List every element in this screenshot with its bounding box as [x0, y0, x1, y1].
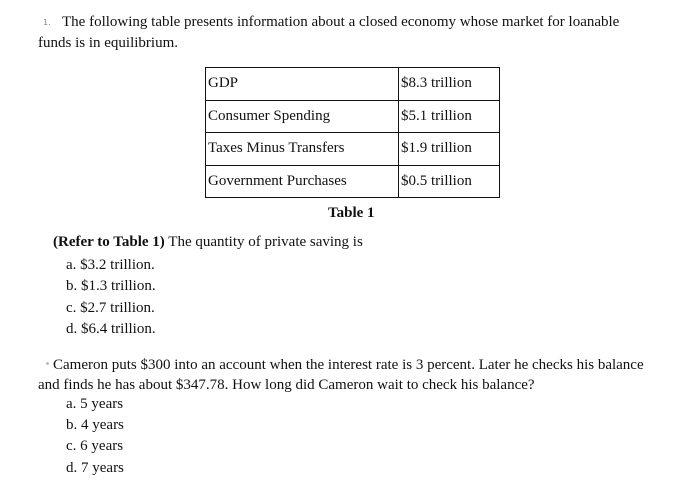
table-row — [206, 165, 500, 198]
q1-option-b: b. $1.3 trillion. — [66, 278, 156, 294]
q1-option-c: c. $2.7 trillion. — [66, 300, 155, 316]
row-label: GDP — [206, 68, 399, 101]
row-label: Government Purchases — [206, 165, 399, 198]
q1-option-a: a. $3.2 trillion. — [66, 257, 155, 273]
intro-line-2: funds is in equilibrium. — [38, 35, 178, 51]
row-value: $8.3 trillion — [399, 68, 500, 101]
question-2-line-1: Cameron puts $300 into an account when the interest rate is 3 percent. Later he checks his balance — [53, 357, 644, 373]
intro-line-1: The following table presents information about a closed economy whose market for loanable — [62, 14, 620, 30]
bullet-dot-icon — [46, 362, 49, 365]
q2-option-b: b. 4 years — [66, 417, 124, 433]
row-label: Consumer Spending — [206, 100, 399, 133]
question-number-icon: 1. — [43, 18, 51, 27]
q1-option-d: d. $6.4 trillion. — [66, 321, 156, 337]
table-row — [206, 100, 500, 133]
row-value: $5.1 trillion — [399, 100, 500, 133]
question-1-text: The quantity of private saving is — [164, 234, 363, 250]
question-2-line-2: and finds he has about $347.78. How long did Cameron wait to check his balance? — [38, 377, 535, 393]
row-label: Taxes Minus Transfers — [206, 133, 399, 166]
q2-option-d: d. 7 years — [66, 460, 124, 476]
table-row — [206, 68, 500, 101]
question-1-prefix: (Refer to Table 1) — [53, 234, 165, 250]
data-table — [205, 67, 500, 198]
row-value: $0.5 trillion — [399, 165, 500, 198]
q2-option-a: a. 5 years — [66, 396, 124, 412]
question-1-stem — [53, 234, 363, 251]
table-row — [206, 133, 500, 166]
table-caption: Table 1 — [328, 205, 375, 221]
row-value: $1.9 trillion — [399, 133, 500, 166]
q2-option-c: c. 6 years — [66, 438, 124, 454]
